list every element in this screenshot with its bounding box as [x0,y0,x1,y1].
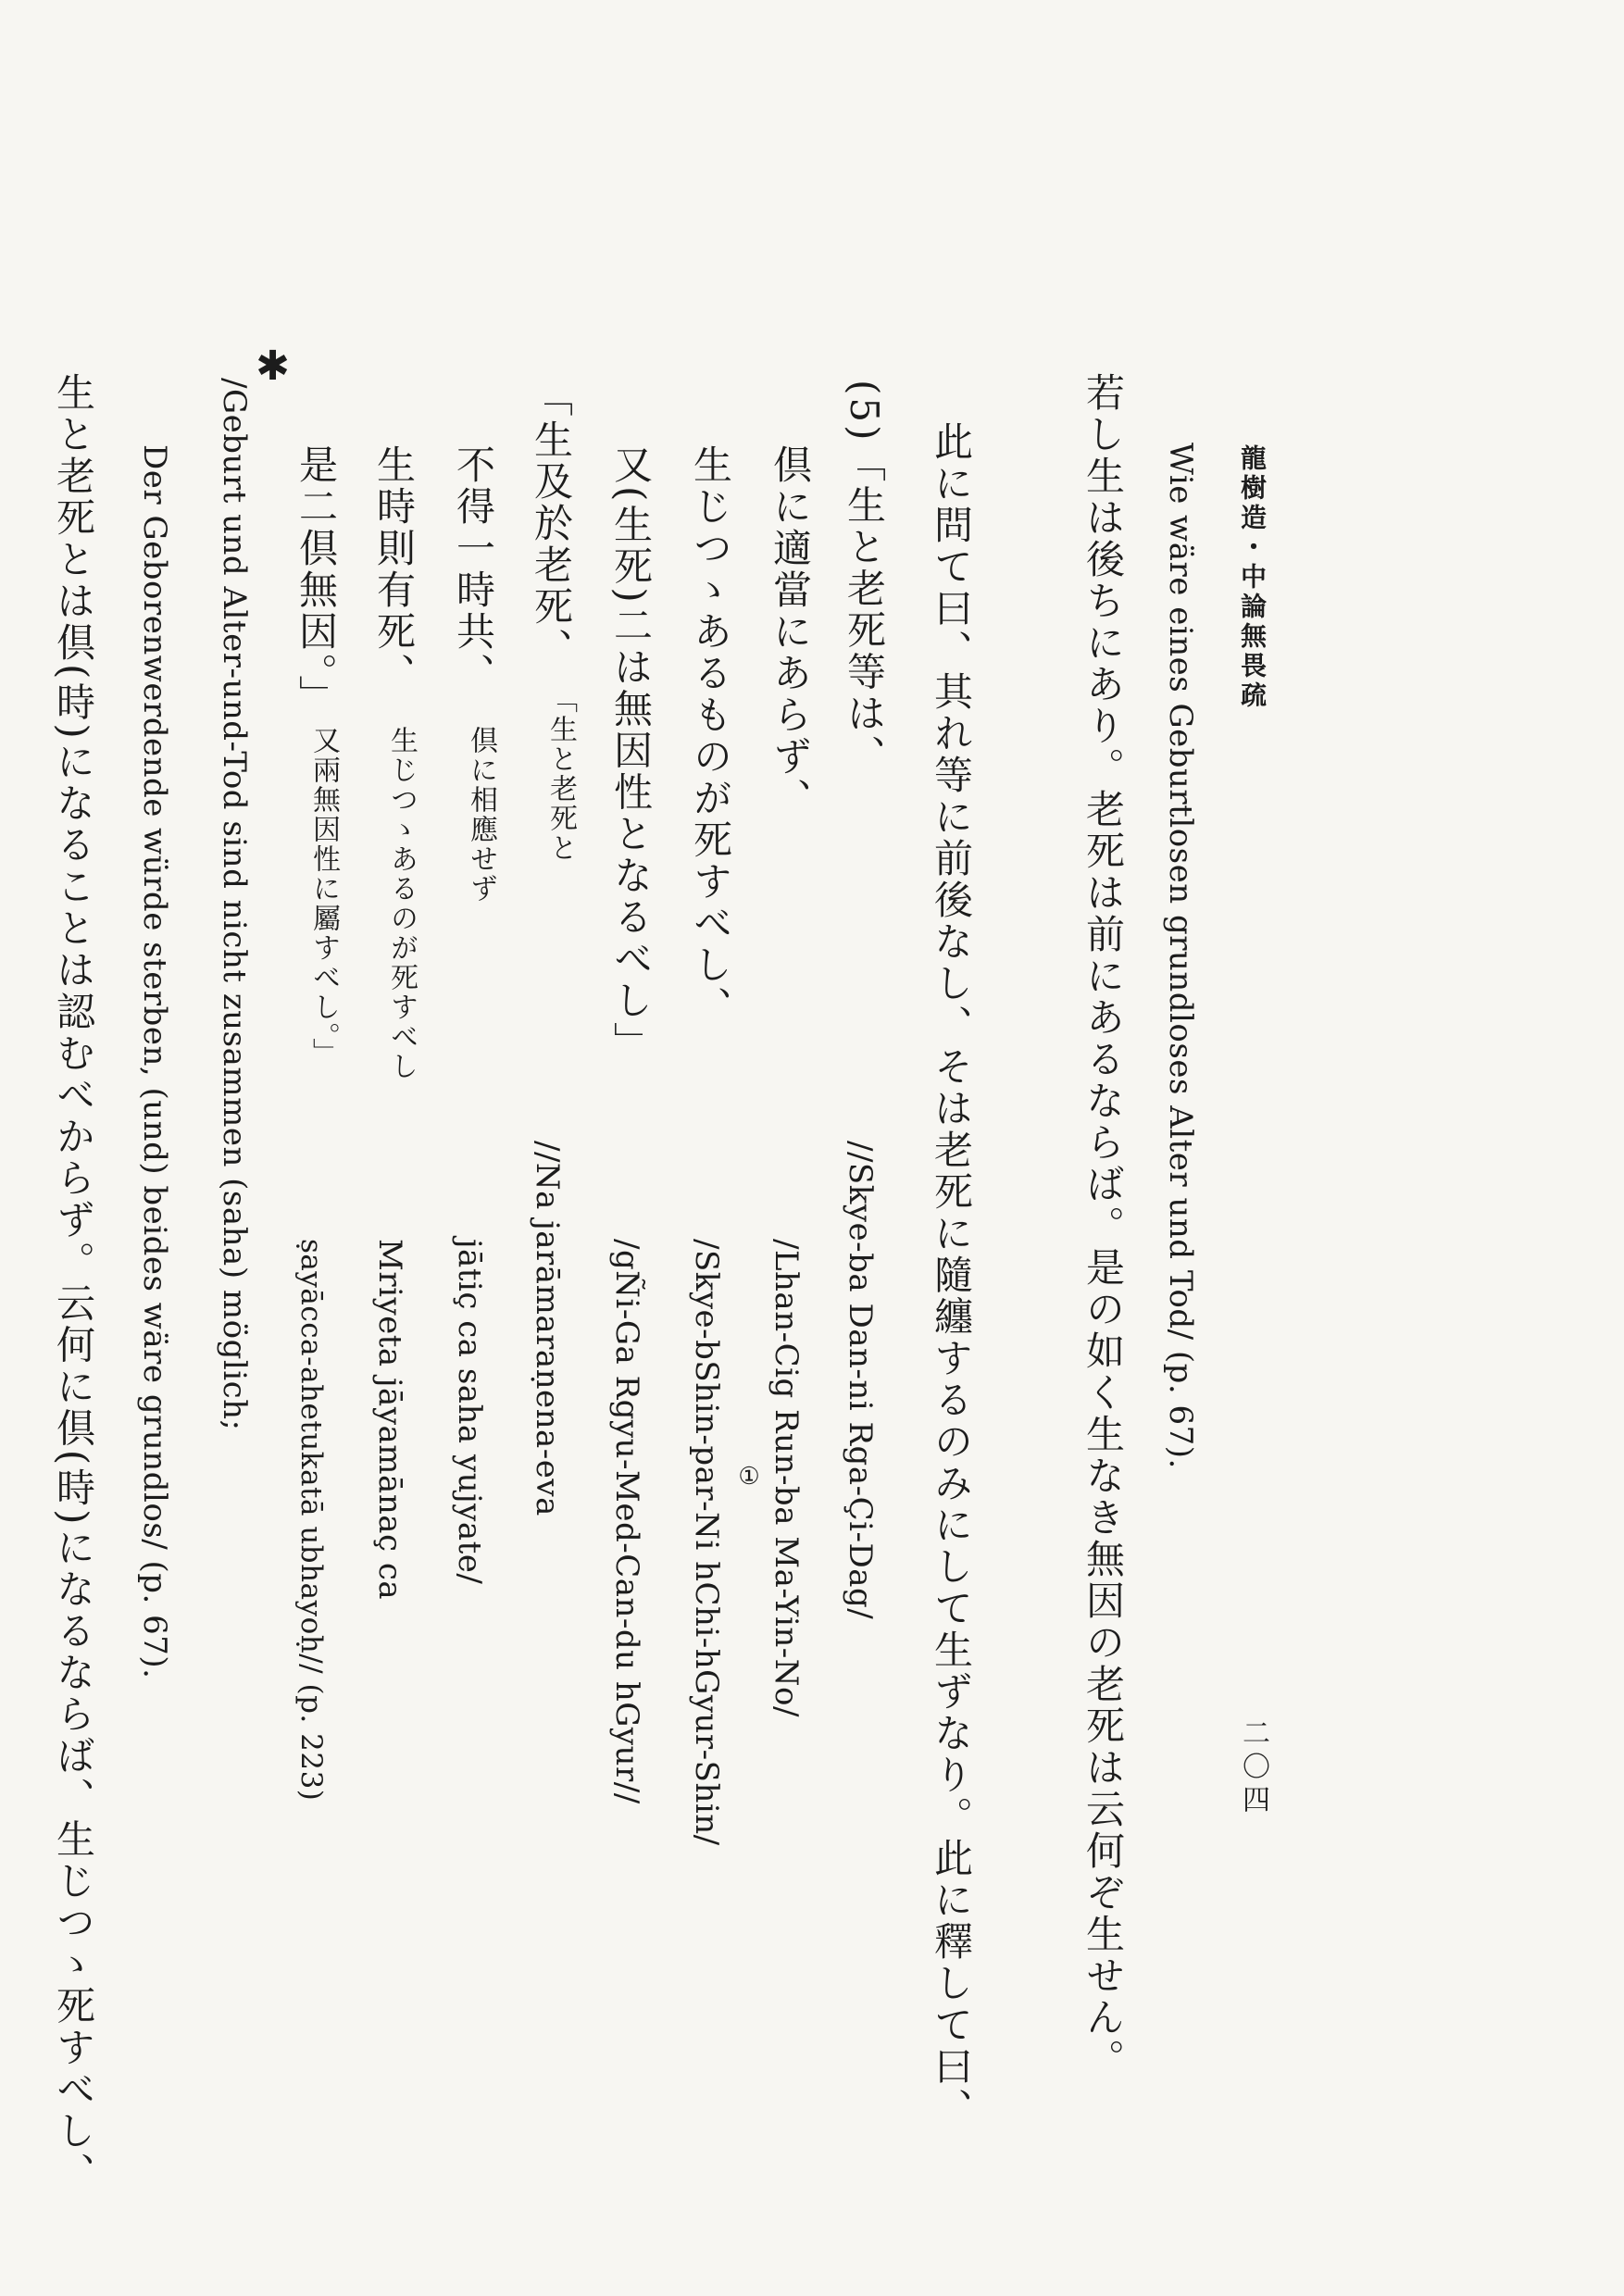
text-column-3: 此に問て曰、其れ等に前後なし、そは老死に隨纏するのみにして生ずなり。此に釋して曰、 [929,421,974,2129]
gloss-line-4: 又兩無因性に屬すべし。」 [307,726,340,1067]
german-line-2: Der Geborenwerdende würde sterben, (und) beides wäre grundlos/ (p. 67). [136,444,173,1679]
sanskrit-line-1: //Na jarāmaraṇena-eva [529,1141,566,1516]
verse-line-4-tibetan: /gÑi-Ga Rgyu-Med-Can-du hGyur// [608,1239,645,1804]
text-column-1: Wie wäre eines Geburtlosen grundloses Alter und Tod/ (p. 67). [1162,443,1199,1469]
running-title: 龍樹造・中論無畏疏 [1237,444,1268,711]
chinese-verse-line-2: 不得一時共、 [451,444,496,694]
chinese-verse-line-3: 生時則有死、 [371,444,417,694]
verse-line-3-jp: 生じつゝあるものが死すべし、 [688,444,733,1028]
footnote-ref-1: ① [735,1463,763,1491]
chinese-verse-line-1: 「生及於老死、 [529,378,574,669]
verse-line-2-tibetan: /Lhan-Cig Run-ba Ma-Yin-No/ [768,1239,805,1717]
gloss-line-3: 生じつゝあるのが死すべし [385,726,418,1081]
chinese-verse-line-4: 是二倶無因。」 [294,444,339,717]
gloss-line-2: 倶に相應せず [465,726,497,904]
asterisk-mark: ✱ [249,343,296,390]
sanskrit-line-3: Mriyeta jāyamānaç ca [371,1239,408,1601]
verse-line-3-tibetan: /Skye-bShin-par-Ni hChi-hGyur-Shin/ [688,1239,725,1846]
german-line-1: /Geburt und Alter-und-Tod sind nicht zusammen (saha) möglich; [216,378,253,1431]
verse-line-1-tibetan: //Skye-ba Dan-ni Rga-Çi-Dag/ [842,1141,879,1620]
verse-line-1-jp: (5)「生と老死等は、 [842,380,887,777]
text-column-2: 若し生は後ちにあり。老死は前にあるならば。是の如く生なき無因の老死は云何ぞ生せん。 [1081,372,1126,2080]
sanskrit-line-2: jātiç ca saha yujyate/ [451,1239,488,1585]
verse-line-4-jp: 又(生死)二は無因性となるべし」 [608,444,654,1064]
commentary-line: 生と老死とは倶(時)になることは認むべからず。云何に倶(時)になるならば、生じつゝ死すべし、 [51,372,96,2194]
page-number: 二〇四 [1237,1718,1269,1818]
gloss-line-1: 「生と老死と [544,685,577,863]
verse-line-2-jp: 倶に適當にあらず、 [768,444,813,819]
sanskrit-line-4: ṣayācca-ahetukatā ubhayoḥ// (p. 223) [294,1239,328,1802]
